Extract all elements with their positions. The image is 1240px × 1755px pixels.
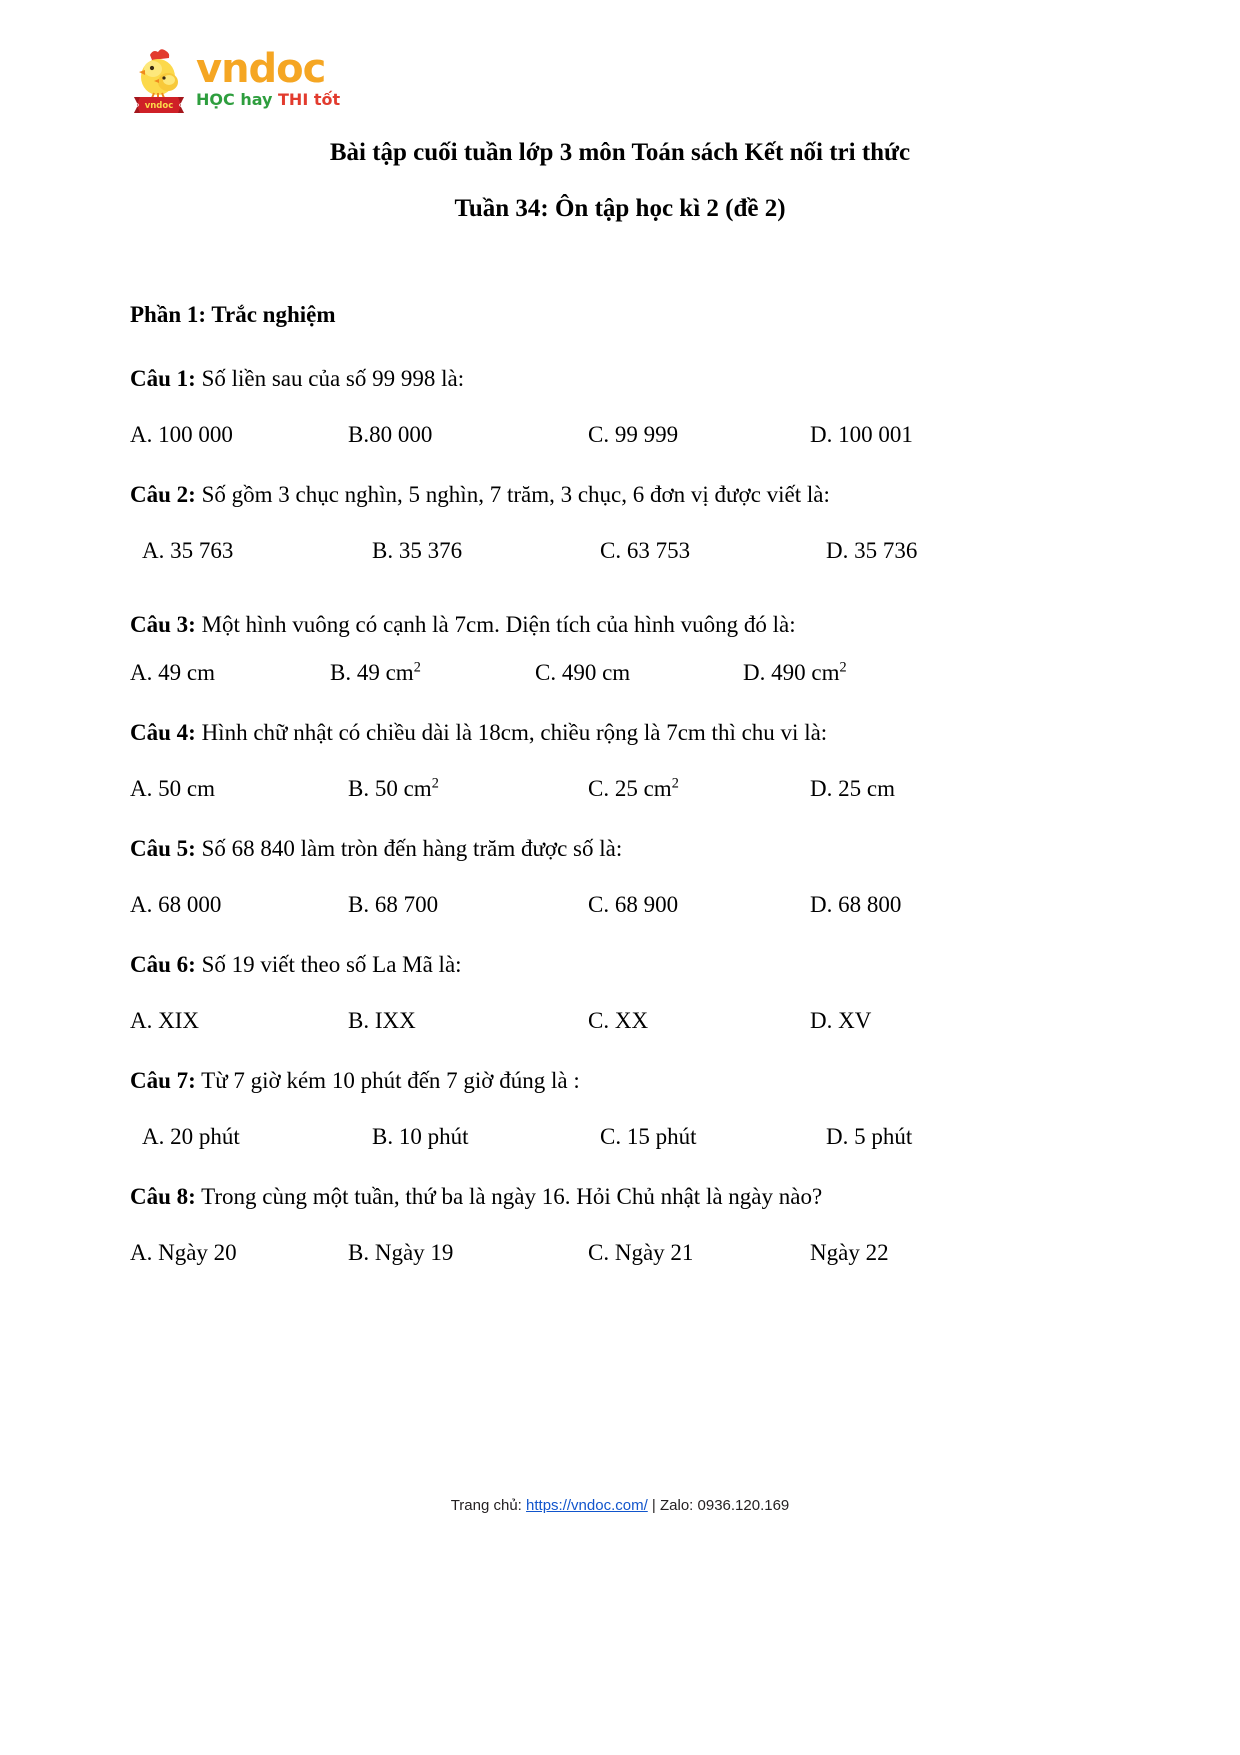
question-5-text: Số 68 840 làm tròn đến hàng trăm được số là:	[195, 836, 623, 861]
question-4-options	[130, 774, 1110, 804]
question-1-label: Câu 1:	[130, 366, 196, 391]
question-4-text: Hình chữ nhật có chiều dài là 18cm, chiều rộng là 7cm thì chu vi là:	[195, 720, 828, 745]
question-1	[130, 364, 1110, 394]
question-3-option-a[interactable]: A. 49 cm	[130, 660, 215, 685]
question-8-label: Câu 8:	[130, 1184, 196, 1209]
question-3-text: Một hình vuông có cạnh là 7cm. Diện tích của hình vuông đó là:	[195, 612, 796, 637]
logo-tagline-thi: THI	[278, 90, 309, 109]
question-1-option-d[interactable]: D. 100 001	[810, 422, 913, 447]
footer-prefix: Trang chủ:	[450, 1497, 527, 1514]
page-footer	[0, 1497, 1240, 1514]
question-6-options	[130, 1006, 1110, 1036]
question-2-option-d[interactable]: D. 35 736	[826, 538, 918, 563]
question-7-label: Câu 7:	[130, 1068, 196, 1093]
question-7	[130, 1066, 1110, 1096]
question-5	[130, 834, 1110, 864]
document-body	[130, 226, 1110, 1268]
question-6-option-b[interactable]: B. IXX	[348, 1008, 416, 1033]
question-1-text: Số liền sau của số 99 998 là:	[195, 366, 465, 391]
question-3-label: Câu 3:	[130, 612, 196, 637]
question-1-option-b[interactable]: B.80 000	[348, 422, 433, 447]
question-7-options	[130, 1122, 1110, 1152]
logo-wordmark: vndoc	[196, 46, 326, 92]
question-2-label: Câu 2:	[130, 482, 196, 507]
question-4-option-c[interactable]: C. 25 $cm^2$	[588, 775, 679, 801]
question-2-text: Số gồm 3 chục nghìn, 5 nghìn, 7 trăm, 3 chục, 6 đơn vị được viết là:	[195, 482, 830, 507]
question-3-options	[130, 658, 1110, 688]
question-3-option-d[interactable]: D. 490 $cm^2$	[743, 659, 847, 685]
question-8-options	[130, 1238, 1110, 1268]
question-4-label: Câu 4:	[130, 720, 196, 745]
question-4-option-d[interactable]: D. 25 cm	[810, 776, 895, 801]
vndoc-logo[interactable]	[128, 47, 340, 117]
question-6	[130, 950, 1110, 980]
question-8-option-c[interactable]: C. Ngày 21	[588, 1240, 694, 1265]
document-subtitle: Tuần 34: Ôn tập học kì 2 (đề 2)	[454, 195, 786, 222]
question-6-option-a[interactable]: A. XIX	[130, 1008, 199, 1033]
footer-website-link[interactable]: https://vndoc.com/	[526, 1497, 648, 1514]
question-4	[130, 718, 1110, 748]
question-4-option-b[interactable]: B. 50 $cm^2$	[348, 775, 439, 801]
question-8-text: Trong cùng một tuần, thứ ba là ngày 16. Hỏi Chủ nhật là ngày nào?	[195, 1184, 823, 1209]
question-7-option-c[interactable]: C. 15 phút	[600, 1124, 697, 1149]
question-2	[130, 480, 1110, 510]
question-2-option-c[interactable]: C. 63 753	[600, 538, 691, 563]
svg-text:vndoc: vndoc	[144, 101, 174, 111]
question-7-option-b[interactable]: B. 10 phút	[372, 1124, 469, 1149]
question-5-options	[130, 890, 1110, 920]
document-title: Bài tập cuối tuần lớp 3 môn Toán sách Kết nối tri thức	[329, 139, 911, 166]
logo-tagline-hoc: HỌC	[196, 90, 235, 109]
logo-tagline-hay: hay	[240, 90, 273, 109]
question-8-option-a[interactable]: A. Ngày 20	[130, 1240, 237, 1265]
question-4-option-a[interactable]: A. 50 cm	[130, 776, 215, 801]
question-6-text: Số 19 viết theo số La Mã là:	[195, 952, 462, 977]
question-7-option-d[interactable]: D. 5 phút	[826, 1124, 913, 1149]
question-3-option-b[interactable]: B. 49 $cm^2$	[330, 659, 421, 685]
question-1-option-a[interactable]: A. 100 000	[130, 422, 233, 447]
question-5-option-a[interactable]: A. 68 000	[130, 892, 222, 917]
question-2-option-b[interactable]: B. 35 376	[372, 538, 463, 563]
logo-tagline	[196, 91, 340, 109]
question-1-option-c[interactable]: C. 99 999	[588, 422, 679, 447]
section-heading-part1: Phần 1: Trắc nghiệm	[130, 302, 336, 327]
question-6-label: Câu 6:	[130, 952, 196, 977]
question-8-option-d[interactable]: Ngày 22	[810, 1240, 889, 1265]
question-1-options	[130, 420, 1110, 450]
question-2-options	[130, 536, 1110, 566]
logo-wordmark-group	[196, 47, 340, 109]
question-7-option-a[interactable]: A. 20 phút	[142, 1124, 240, 1149]
question-5-label: Câu 5:	[130, 836, 196, 861]
question-5-option-d[interactable]: D. 68 800	[810, 892, 902, 917]
question-6-option-c[interactable]: C. XX	[588, 1008, 649, 1033]
question-7-text: Từ 7 giờ kém 10 phút đến 7 giờ đúng là :	[195, 1068, 580, 1093]
question-8	[130, 1182, 1110, 1212]
question-6-option-d[interactable]: D. XV	[810, 1008, 872, 1033]
footer-suffix: | Zalo: 0936.120.169	[647, 1497, 790, 1514]
question-5-option-c[interactable]: C. 68 900	[588, 892, 679, 917]
question-5-option-b[interactable]: B. 68 700	[348, 892, 439, 917]
logo-tagline-tot: tốt	[313, 90, 341, 109]
chick-mascot-icon	[128, 47, 190, 113]
question-8-option-b[interactable]: B. Ngày 19	[348, 1240, 454, 1265]
question-3-option-c[interactable]: C. 490 cm	[535, 660, 631, 685]
question-3	[130, 610, 1110, 640]
question-2-option-a[interactable]: A. 35 763	[142, 538, 234, 563]
